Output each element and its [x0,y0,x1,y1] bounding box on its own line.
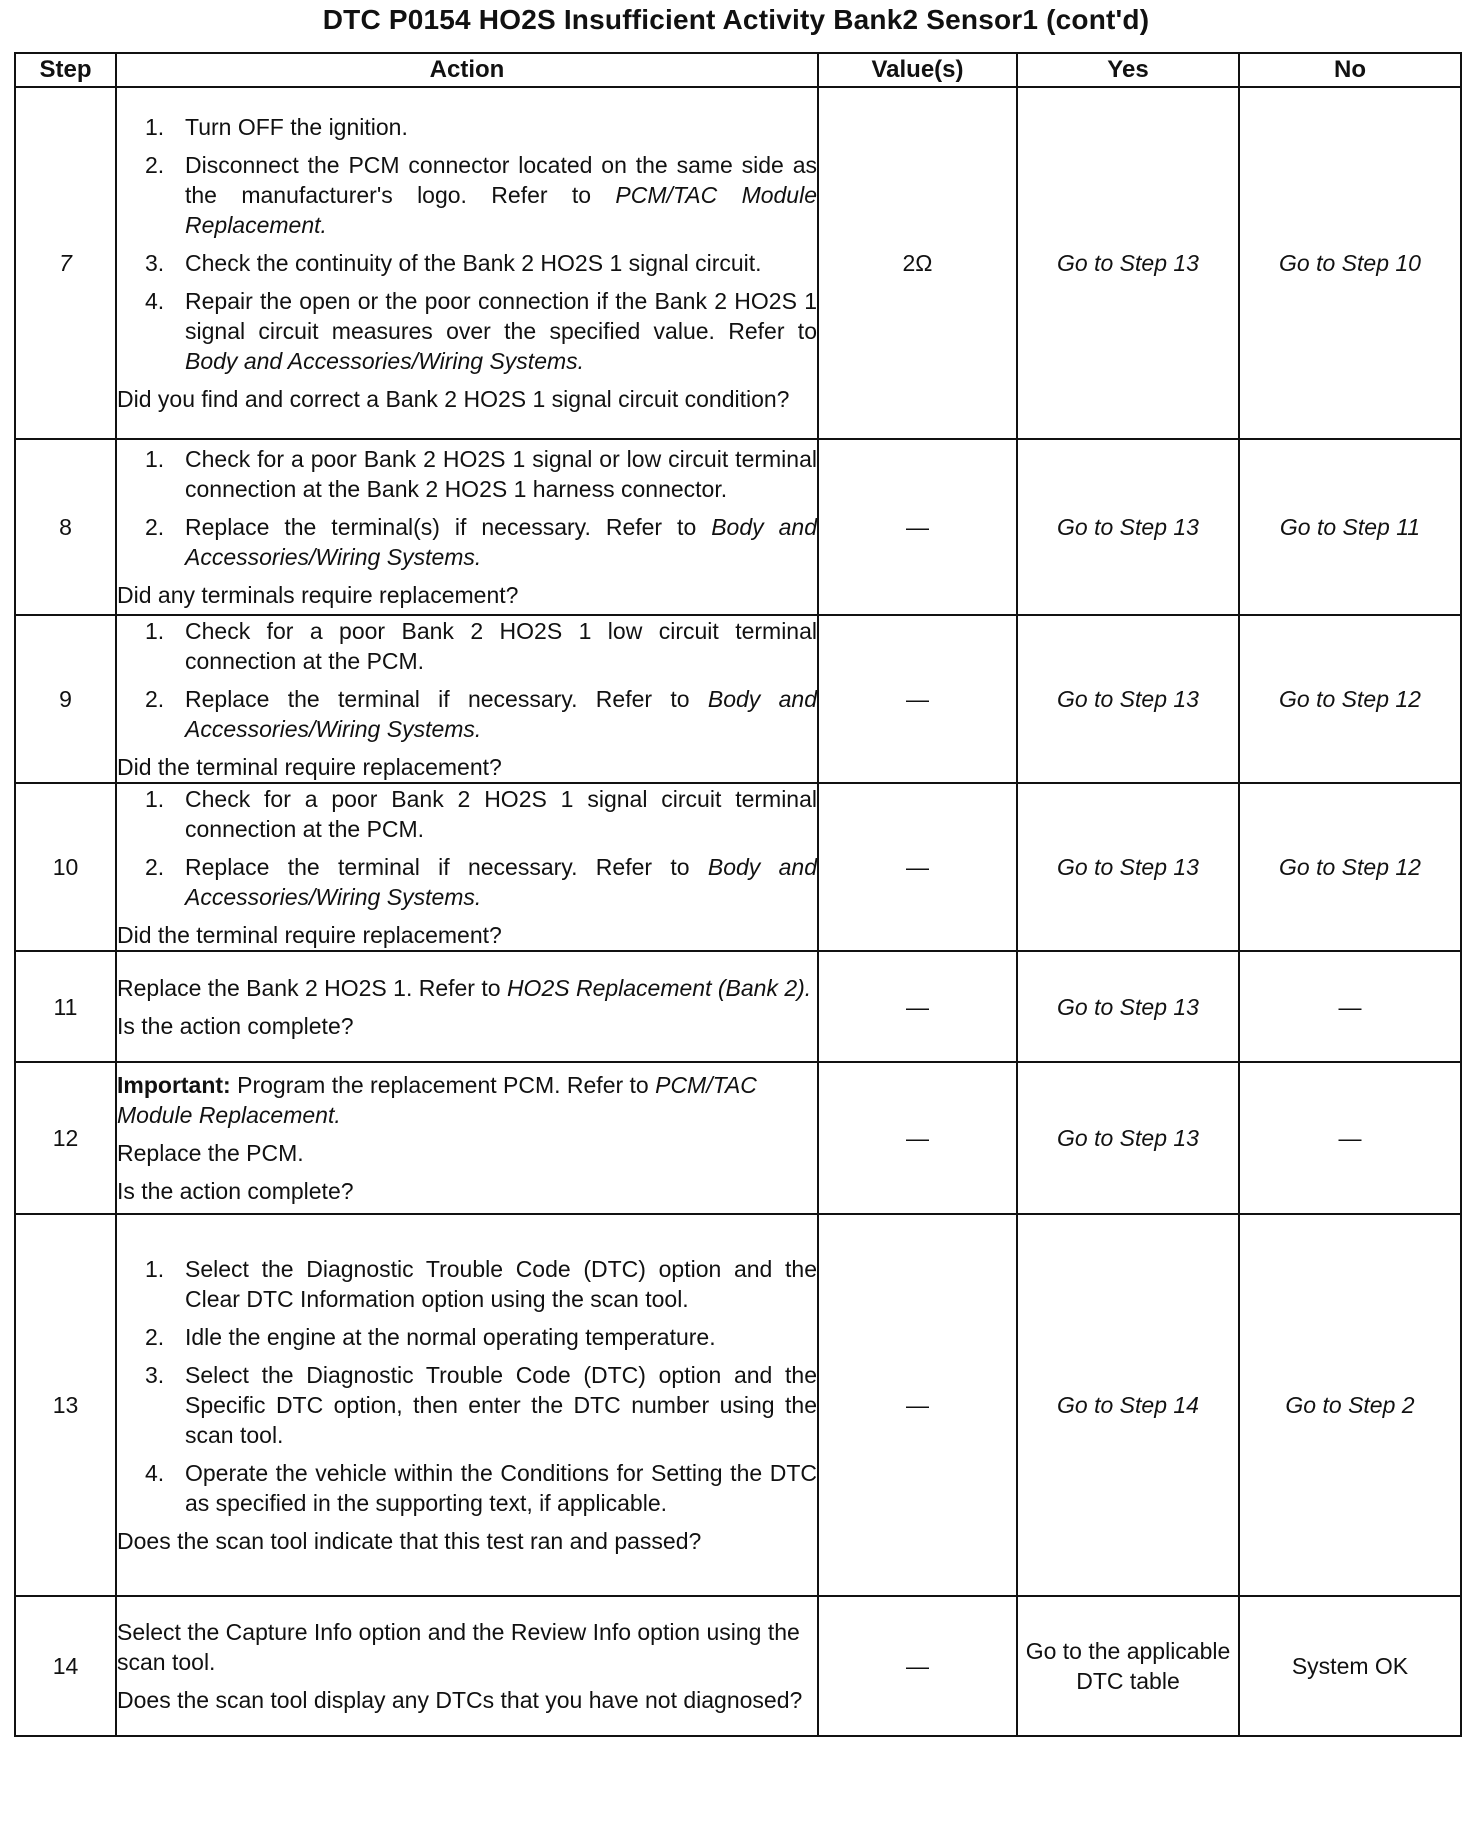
no-cell: — [1239,951,1461,1062]
yes-cell: Go to Step 13 [1017,615,1239,783]
question: Does the scan tool display any DTCs that you have not diagnosed? [117,1687,803,1713]
table-row [15,1062,1461,1214]
page-title: DTC P0154 HO2S Insufficient Activity Bank2 Sensor1 (cont'd) [322,4,1150,35]
table-row [15,439,1461,615]
action-cell [116,1596,818,1736]
list-item: 4. Repair the open or the poor connection if the Bank 2 HO2S 1 signal circuit measures over the specified value. Refer to Body and Accessories/Wiring Systems. [145,288,817,374]
step-number: 12 [15,1062,116,1214]
action-cell [116,1214,818,1596]
no-cell: Go to Step 11 [1239,439,1461,615]
list-item: 2. Disconnect the PCM connector located on the same side as the manufacturer's logo. Refer to PCM/TAC Module Replacement. [145,152,817,238]
list-item: 2. Replace the terminal if necessary. Refer to Body and Accessories/Wiring Systems. [145,686,817,742]
question: Did you find and correct a Bank 2 HO2S 1 signal circuit condition? [117,386,790,412]
header-yes: Yes [1017,53,1239,87]
question: Did the terminal require replacement? [117,922,502,948]
question: Did any terminals require replacement? [117,582,519,608]
question: Did the terminal require replacement? [117,754,502,780]
table-row [15,1214,1461,1596]
table-header-row [15,53,1461,87]
question: Is the action complete? [117,1012,354,1039]
action-cell [116,615,818,783]
no-cell: Go to Step 12 [1239,783,1461,951]
action-text: Replace the PCM. [117,1140,304,1166]
header-values: Value(s) [818,53,1017,87]
list-item: 2. Replace the terminal if necessary. Refer to Body and Accessories/Wiring Systems. [145,854,817,910]
important-note: Important: Program the replacement PCM. Refer to PCM/TAC Module Replacement. [117,1072,757,1128]
list-item: 1. Check for a poor Bank 2 HO2S 1 low circuit terminal connection at the PCM. [145,618,817,674]
value-cell: 2Ω [818,87,1017,439]
action-cell [116,951,818,1062]
yes-cell: Go to Step 14 [1017,1214,1239,1596]
header-no: No [1239,53,1461,87]
yes-cell: Go to the applicable DTC table [1017,1596,1239,1736]
step-number: 13 [15,1214,116,1596]
list-item: 3. Select the Diagnostic Trouble Code (DTC) option and the Specific DTC option, then enter the DTC number using the scan tool. [145,1362,817,1448]
list-item: 1. Select the Diagnostic Trouble Code (DTC) option and the Clear DTC Information option using the scan tool. [145,1256,817,1312]
yes-cell: Go to Step 13 [1017,783,1239,951]
step-number: 8 [15,439,116,615]
step-number: 10 [15,783,116,951]
no-cell: — [1239,1062,1461,1214]
value-cell: — [818,1062,1017,1214]
action-cell [116,783,818,951]
yes-cell: Go to Step 13 [1017,951,1239,1062]
no-cell: Go to Step 12 [1239,615,1461,783]
action-text: Replace the Bank 2 HO2S 1. Refer to HO2S Replacement (Bank 2). [117,974,812,1001]
step-number: 9 [15,615,116,783]
list-item: 2. Idle the engine at the normal operating temperature. [145,1324,716,1350]
table-row [15,1596,1461,1736]
action-cell [116,87,818,439]
no-cell: Go to Step 2 [1239,1214,1461,1596]
value-cell: — [818,615,1017,783]
list-item: 1. Check for a poor Bank 2 HO2S 1 signal circuit terminal connection at the PCM. [145,786,817,842]
action-text: Select the Capture Info option and the Review Info option using the scan tool. [117,1619,800,1675]
action-cell [116,439,818,615]
action-cell [116,1062,818,1214]
header-step: Step [15,53,116,87]
yes-cell: Go to Step 13 [1017,1062,1239,1214]
step-number: 11 [15,951,116,1062]
table-row [15,783,1461,951]
table-row [15,951,1461,1062]
question: Does the scan tool indicate that this test ran and passed? [117,1528,702,1554]
diagnostic-table [14,52,1462,1737]
table-row [15,87,1461,439]
step-number: 7 [15,87,116,439]
yes-cell: Go to Step 13 [1017,439,1239,615]
table-row [15,615,1461,783]
value-cell: — [818,1214,1017,1596]
header-action: Action [116,53,818,87]
list-item: 2. Replace the terminal(s) if necessary. Refer to Body and Accessories/Wiring Systems. [145,514,817,570]
value-cell: — [818,783,1017,951]
no-cell: Go to Step 10 [1239,87,1461,439]
yes-cell: Go to Step 13 [1017,87,1239,439]
value-cell: — [818,439,1017,615]
list-item: 1. Turn OFF the ignition. [145,114,408,140]
list-item: 4. Operate the vehicle within the Conditions for Setting the DTC as specified in the supporting text, if applicable. [145,1460,817,1516]
value-cell: — [818,951,1017,1062]
list-item: 1. Check for a poor Bank 2 HO2S 1 signal or low circuit terminal connection at the Bank 2 HO2S 1 harness connector. [145,446,817,502]
value-cell: — [818,1596,1017,1736]
list-item: 3. Check the continuity of the Bank 2 HO2S 1 signal circuit. [145,250,762,276]
no-cell: System OK [1239,1596,1461,1736]
question: Is the action complete? [117,1178,354,1204]
step-number: 14 [15,1596,116,1736]
